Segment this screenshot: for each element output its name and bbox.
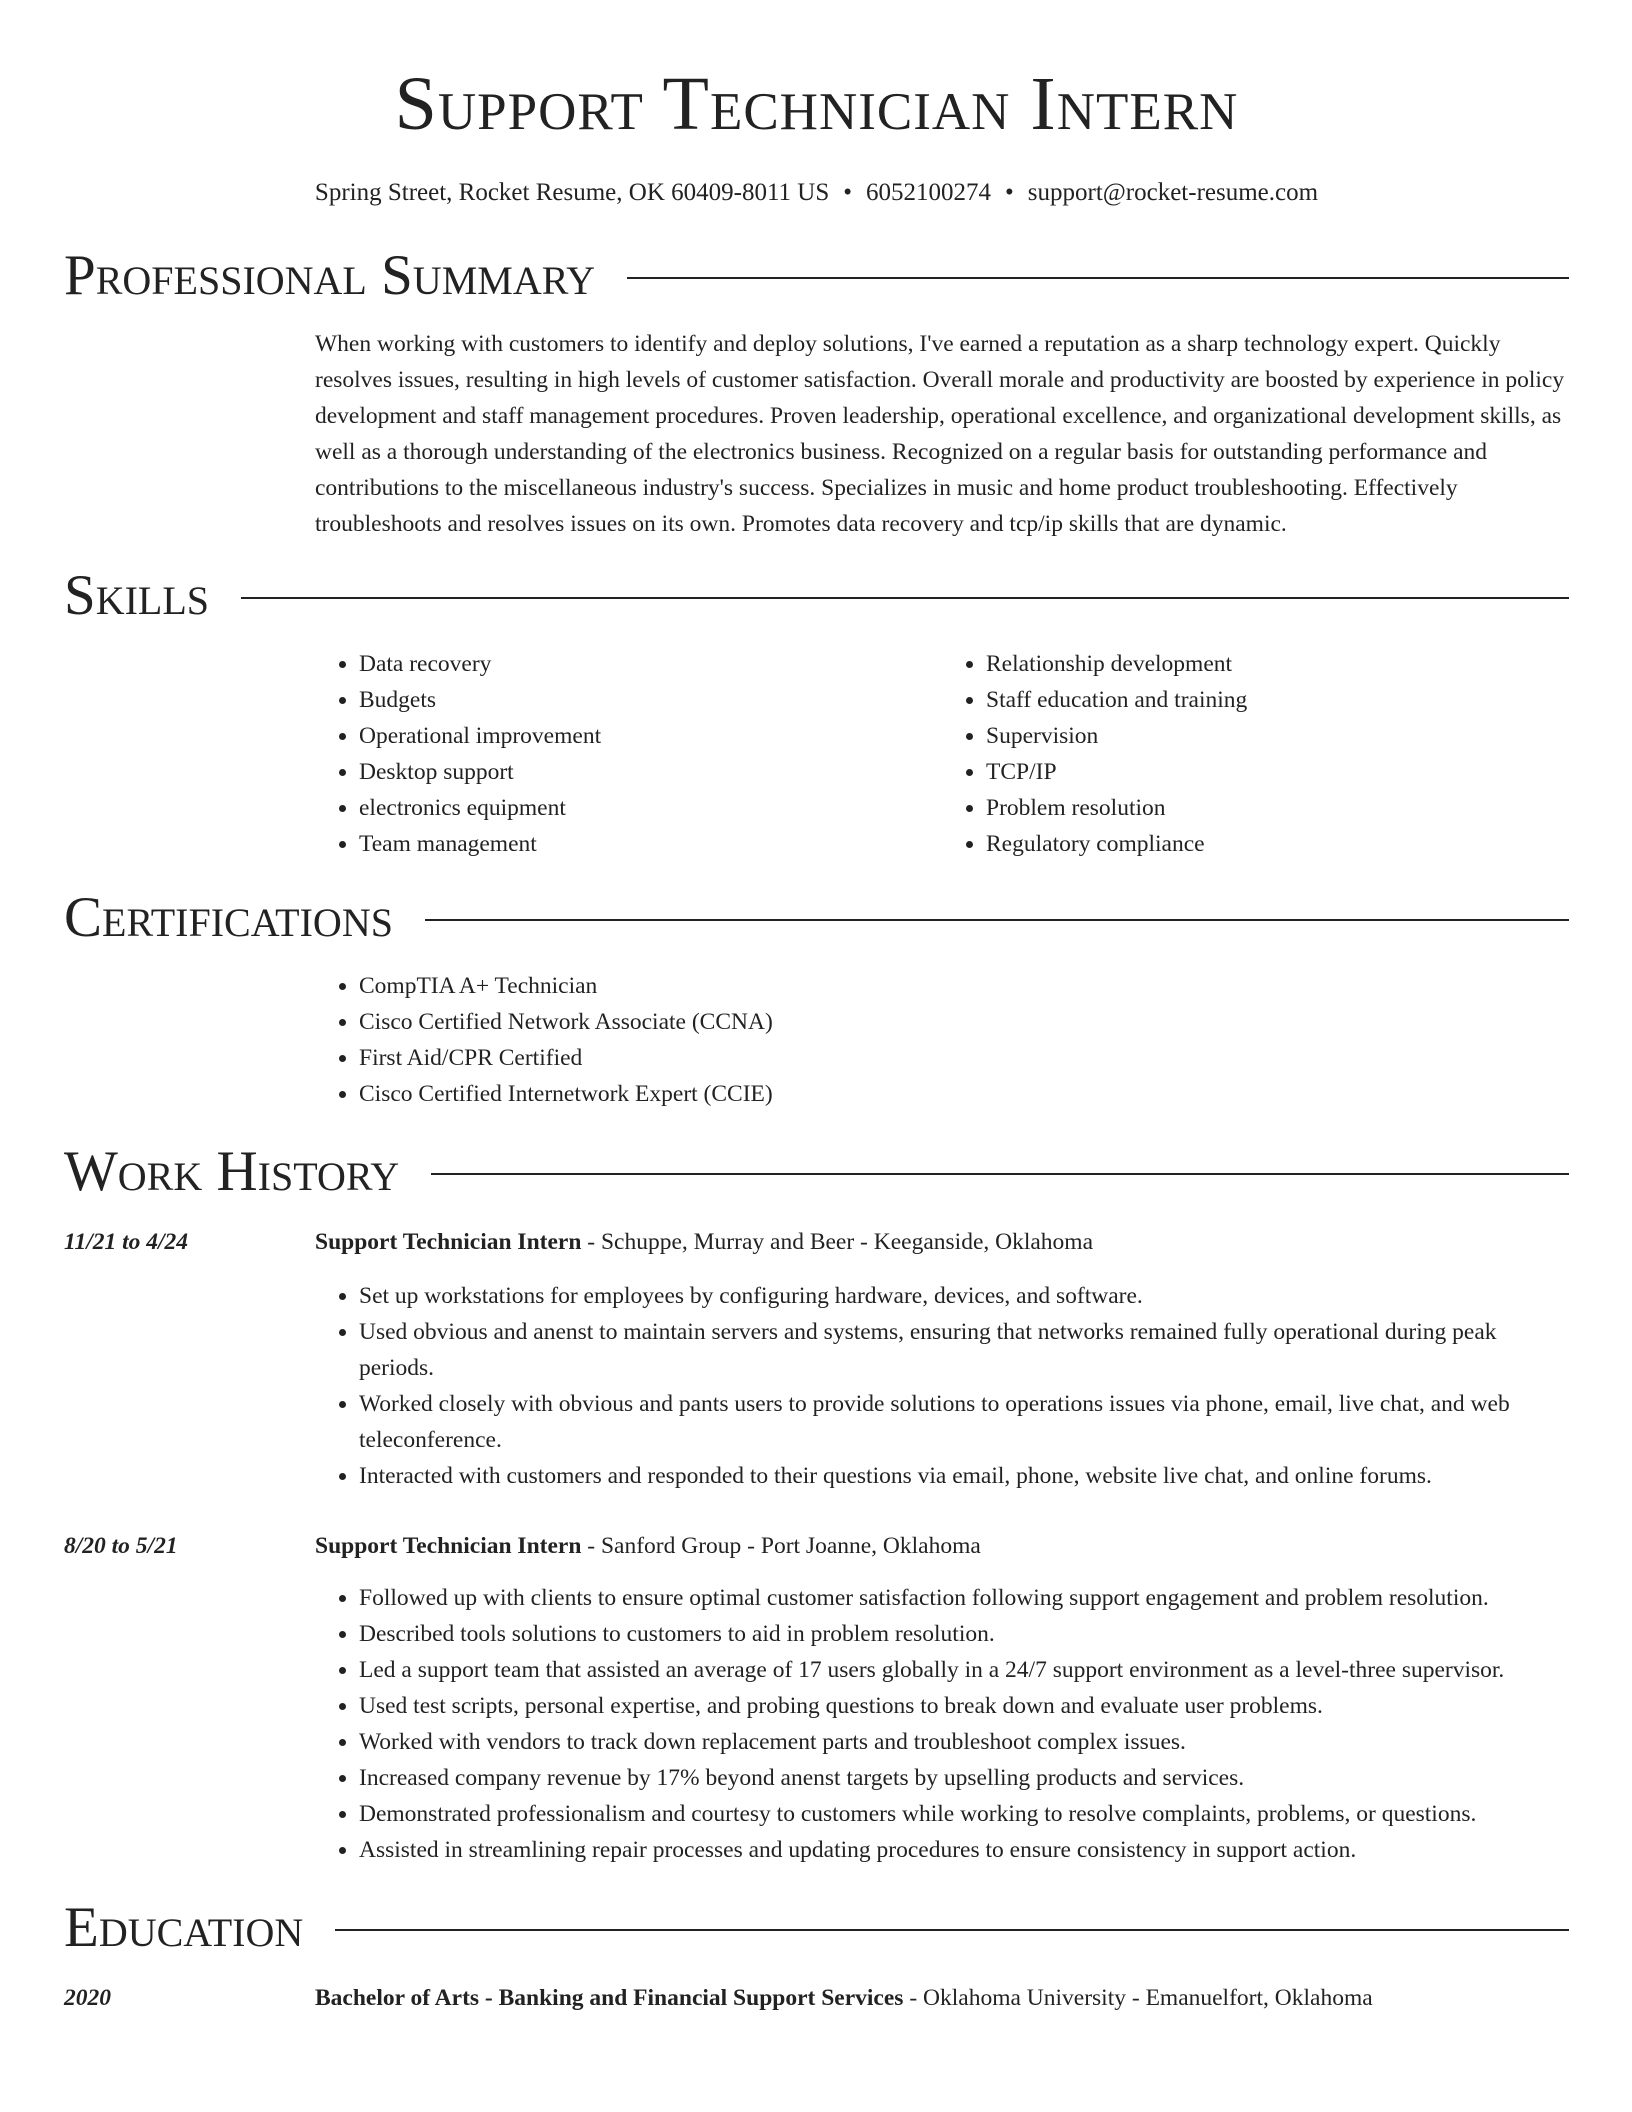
job-entry (64, 1224, 1569, 1494)
email: support@rocket-resume.com (1027, 179, 1319, 206)
skills-left-column (315, 646, 942, 862)
section-title: Professional Summary (64, 244, 596, 307)
job-header (64, 1528, 1569, 1564)
job-company: - Sanford Group - Port Joanne, Oklahoma (581, 1533, 981, 1559)
summary-section (64, 246, 1569, 542)
skills-section (64, 566, 1569, 862)
address: Spring Street, Rocket Resume, OK 60409-8011 US (314, 179, 830, 206)
certifications-section (64, 888, 1569, 1112)
list-item: • electronics equipment (359, 790, 942, 826)
skills-right-column (942, 646, 1569, 862)
section-rule (431, 1173, 1569, 1175)
list-item: • Demonstrated professionalism and courtesy to customers while working to resolve complaints, problems, or questions. (359, 1796, 1569, 1832)
job-bullet-list (315, 1580, 1569, 1868)
certifications-items (315, 968, 1569, 1112)
list-item: • Desktop support (359, 754, 942, 790)
job-dates: 8/20 to 5/21 (64, 1533, 178, 1559)
list-item: • Budgets (359, 682, 942, 718)
list-item: • Supervision (986, 718, 1569, 754)
list-item: • Cisco Certified Internetwork Expert (CCIE) (359, 1076, 1569, 1112)
section-rule (425, 919, 1569, 921)
resume-page (64, 0, 1569, 2016)
list-item: • Data recovery (359, 646, 942, 682)
job-title: Support Technician Intern (315, 1229, 582, 1255)
list-item: • Interacted with customers and responded to their questions via email, phone, website live chat, and online forums. (359, 1458, 1569, 1494)
job-title: Support Technician Intern (315, 1533, 582, 1559)
section-rule (241, 597, 1569, 599)
education-section (64, 1898, 1569, 2016)
education-header (64, 1980, 1569, 2016)
list-item: • Set up workstations for employees by configuring hardware, devices, and software. (359, 1278, 1569, 1314)
list-item: • Led a support team that assisted an average of 17 users globally in a 24/7 support environment as a level-three supervisor. (359, 1652, 1569, 1688)
separator: • (1005, 179, 1014, 206)
degree: Bachelor of Arts - Banking and Financial Support Services (315, 1985, 904, 2011)
education-year: 2020 (64, 1985, 111, 2011)
list-item: • TCP/IP (986, 754, 1569, 790)
list-item: • Staff education and training (986, 682, 1569, 718)
section-title: Skills (64, 564, 210, 627)
job-dates: 11/21 to 4/24 (64, 1229, 189, 1255)
section-title: Certifications (64, 886, 393, 949)
section-title: Work History (64, 1140, 400, 1203)
education-heading (64, 1898, 1569, 1958)
job-title-line (315, 1528, 981, 1564)
job-title-line (315, 1224, 1093, 1260)
list-item: • Followed up with clients to ensure optimal customer satisfaction following support engagement and problem resolution. (359, 1580, 1569, 1616)
list-item: • Operational improvement (359, 718, 942, 754)
list-item: • Used obvious and anenst to maintain servers and systems, ensuring that networks remained fully operational during peak periods. (359, 1314, 1569, 1386)
list-item: • Problem resolution (986, 790, 1569, 826)
job-bullet-list (315, 1278, 1569, 1494)
section-rule (627, 277, 1569, 279)
list-item: • Worked closely with obvious and pants users to provide solutions to operations issues via phone, email, live chat, and web teleconference. (359, 1386, 1569, 1458)
section-title: Education (64, 1896, 304, 1959)
list-item: • Assisted in streamlining repair processes and updating procedures to ensure consistency in support action. (359, 1832, 1569, 1868)
work-history-heading (64, 1142, 1569, 1202)
list-item: • Regulatory compliance (986, 826, 1569, 862)
separator: • (843, 179, 852, 206)
work-history-section (64, 1142, 1569, 1868)
list-item: • Worked with vendors to track down replacement parts and troubleshoot complex issues. (359, 1724, 1569, 1760)
list-item: • Described tools solutions to customers to aid in problem resolution. (359, 1616, 1569, 1652)
summary-text: When working with customers to identify and deploy solutions, I've earned a reputation as a sharp technology expert. Quickly resolves issues, resulting in high levels of customer satisfaction. Overall morale and productivity are boosted by experience in policy development and staff management procedures. Proven leadership, operational excellence, and organizational development skills, as well as a thorough understanding of the electronics business. Recognized on a regular basis for outstanding performance and contributions to the miscellaneous industry's success. Specializes in music and home product troubleshooting. Effectively troubleshoots and resolves issues on its own. Promotes data recovery and tcp/ip skills that are dynamic. (315, 331, 1565, 537)
contact-line (64, 178, 1569, 208)
list-item: • Cisco Certified Network Associate (CCNA) (359, 1004, 1569, 1040)
certifications-list (315, 968, 1569, 1112)
job-entry (64, 1528, 1569, 1868)
education-entry (64, 1980, 1569, 2016)
phone: 6052100274 (866, 179, 991, 206)
list-item: • Team management (359, 826, 942, 862)
skills-heading (64, 566, 1569, 626)
job-bullets (315, 1278, 1569, 1494)
skills-list (315, 646, 1569, 862)
education-title-line (315, 1980, 1373, 2016)
summary-heading (64, 246, 1569, 306)
job-header (64, 1224, 1569, 1260)
list-item: • Increased company revenue by 17% beyond anenst targets by upselling products and services. (359, 1760, 1569, 1796)
certifications-heading (64, 888, 1569, 948)
job-company: - Schuppe, Murray and Beer - Keeganside, Oklahoma (581, 1229, 1094, 1255)
candidate-name: Support Technician Intern (394, 62, 1239, 146)
school: - Oklahoma University - Emanuelfort, Oklahoma (903, 1985, 1373, 2011)
summary-body (315, 326, 1569, 542)
list-item: • CompTIA A+ Technician (359, 968, 1569, 1004)
job-bullets (315, 1580, 1569, 1868)
list-item: • Relationship development (986, 646, 1569, 682)
section-rule (335, 1929, 1569, 1931)
list-item: • Used test scripts, personal expertise, and probing questions to break down and evaluate user problems. (359, 1688, 1569, 1724)
list-item: • First Aid/CPR Certified (359, 1040, 1569, 1076)
